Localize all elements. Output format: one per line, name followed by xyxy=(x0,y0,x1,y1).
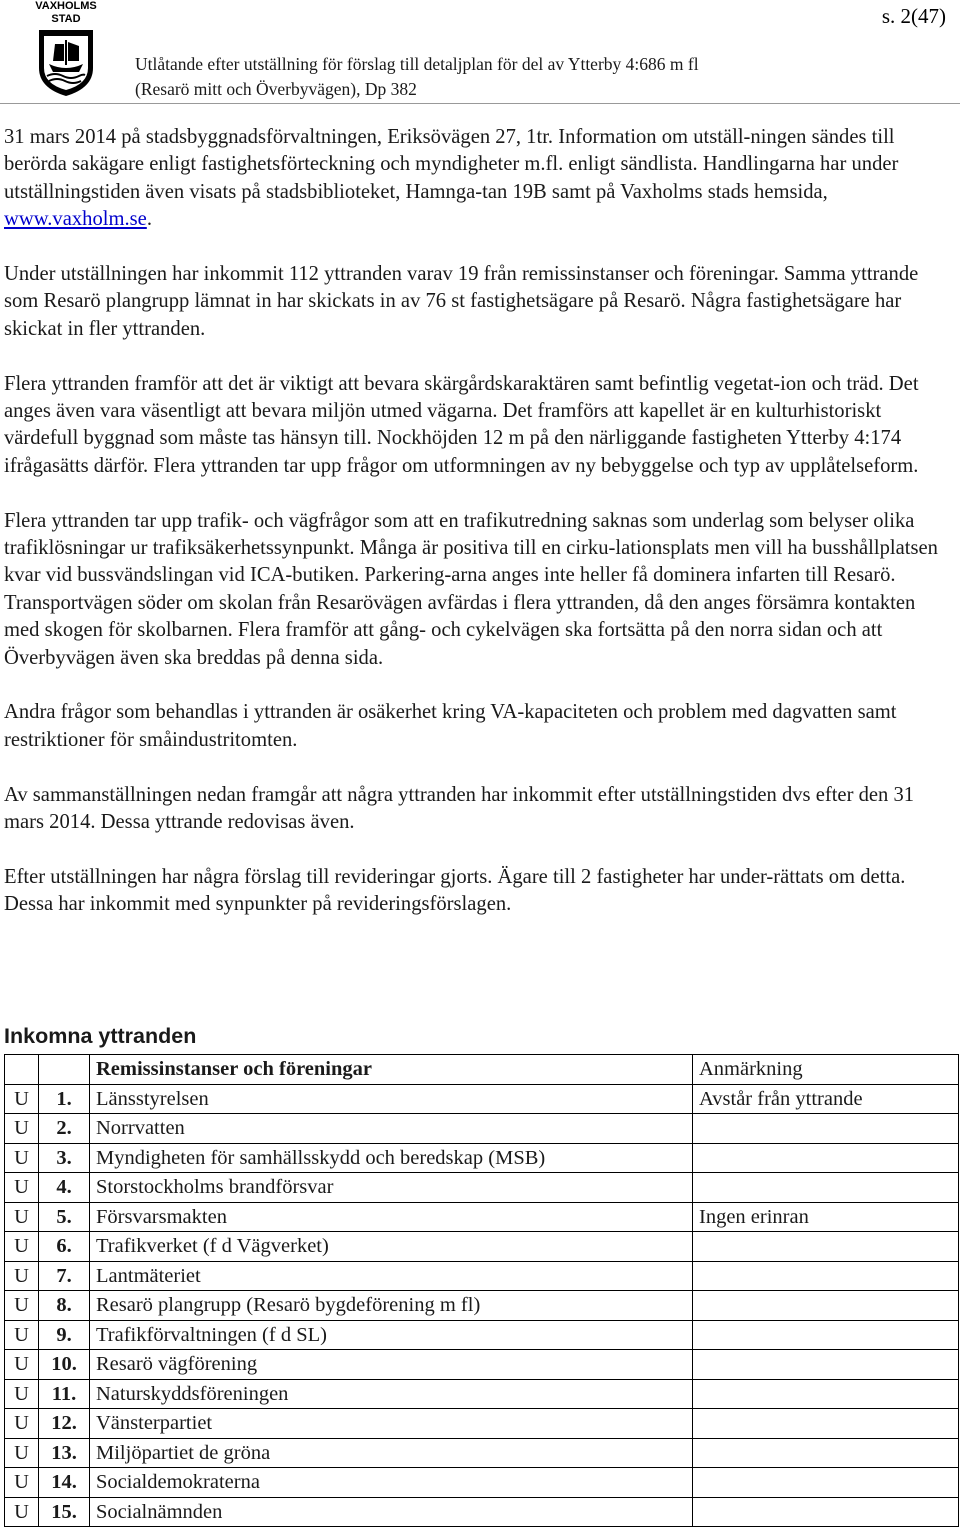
title-line-1: Utlåtande efter utställning för förslag till detaljplan för del av Ytterby 4:686 m fl xyxy=(135,54,699,74)
paragraph-5: Andra frågor som behandlas i yttranden är osäkerhet kring VA-kapaciteten och problem med dagvatten samt restriktioner för småindustritomten. xyxy=(4,701,897,751)
table-row xyxy=(5,1497,959,1527)
website-link[interactable]: www.vaxholm.se xyxy=(4,208,147,231)
cell-note xyxy=(693,1114,959,1144)
cell-number: 14. xyxy=(39,1468,90,1498)
paragraph-2: Under utställningen har inkommit 112 yttranden varav 19 från remissinstanser och föreningar. Samma yttrande som Resarö plangrupp lämnat in har skickats in av 76 st fastighetsägare på Resarö. Några fastighetsägare har skickat in fler yttranden. xyxy=(4,263,919,340)
cell-note xyxy=(693,1438,959,1468)
cell-number: 8. xyxy=(39,1291,90,1321)
logo xyxy=(26,0,106,96)
cell-name: Naturskyddsföreningen xyxy=(90,1379,693,1409)
responses-table xyxy=(4,1054,959,1527)
header-cell-note: Anmärkning xyxy=(693,1055,959,1085)
table-row xyxy=(5,1468,959,1498)
cell-name: Vänsterpartiet xyxy=(90,1409,693,1439)
cell-note: Avstår från yttrande xyxy=(693,1084,959,1114)
cell-note xyxy=(693,1232,959,1262)
table-row xyxy=(5,1261,959,1291)
table-row xyxy=(5,1438,959,1468)
cell-note xyxy=(693,1379,959,1409)
cell-number: 10. xyxy=(39,1350,90,1380)
table-header-row xyxy=(5,1055,959,1085)
table-row xyxy=(5,1084,959,1114)
paragraph-1-text: 31 mars 2014 på stadsbyggnadsförvaltningen, Eriksövägen 27, 1tr. Information om utställ-ningen sändes till berörda sakägare enligt fastighetsförteckning och myndigheter m.fl. enligt sändlista. Handlingarna har under utställningstiden även visats på stadsbiblioteket, Hamnga-tan 19B samt på Vaxholms stads hemsida, xyxy=(4,126,899,203)
cell-type: U xyxy=(5,1468,39,1498)
paragraph-1 xyxy=(4,124,939,234)
header-divider xyxy=(0,103,960,104)
table-row xyxy=(5,1320,959,1350)
cell-type: U xyxy=(5,1143,39,1173)
table-row xyxy=(5,1409,959,1439)
paragraph-4: Flera yttranden tar upp trafik- och vägfrågor som att en trafikutredning saknas som underlag som belyser olika trafiklösningar ur trafiksäkerhetssynpunkt. Många är positiva till en cirku-lationsplats men vill ha busshållplatsen kvar vid bussvändslingan vid ICA-butiken. Parkering-arna anges inte heller få dominera infarten till Resarö. Transportvägen söder om skolan från Resarövägen avfärdas i flera yttranden, då den anges försämra kontakten med skogen för skolbarnen. Flera framför att gång- och cykelvägen ska fortsätta på den norra sidan och att Överbyvägen även ska breddas på denna sida. xyxy=(4,509,938,669)
cell-name: Myndigheten för samhällsskydd och beredskap (MSB) xyxy=(90,1143,693,1173)
section-heading: Inkomna yttranden xyxy=(4,1024,197,1048)
cell-type: U xyxy=(5,1497,39,1527)
table-row xyxy=(5,1202,959,1232)
table-row xyxy=(5,1232,959,1262)
cell-note xyxy=(693,1173,959,1203)
cell-type: U xyxy=(5,1291,39,1321)
cell-type: U xyxy=(5,1379,39,1409)
cell-note xyxy=(693,1143,959,1173)
cell-name: Trafikförvaltningen (f d SL) xyxy=(90,1320,693,1350)
cell-number: 12. xyxy=(39,1409,90,1439)
cell-type: U xyxy=(5,1232,39,1262)
table-row xyxy=(5,1114,959,1144)
cell-number: 7. xyxy=(39,1261,90,1291)
cell-name: Trafikverket (f d Vägverket) xyxy=(90,1232,693,1262)
cell-type: U xyxy=(5,1114,39,1144)
cell-type: U xyxy=(5,1084,39,1114)
cell-number: 15. xyxy=(39,1497,90,1527)
table-row xyxy=(5,1173,959,1203)
cell-note xyxy=(693,1468,959,1498)
cell-type: U xyxy=(5,1202,39,1232)
header-cell-type xyxy=(5,1055,39,1085)
cell-note xyxy=(693,1320,959,1350)
cell-name: Socialdemokraterna xyxy=(90,1468,693,1498)
table-row xyxy=(5,1143,959,1173)
cell-name: Socialnämnden xyxy=(90,1497,693,1527)
cell-number: 13. xyxy=(39,1438,90,1468)
cell-number: 1. xyxy=(39,1084,90,1114)
cell-note xyxy=(693,1261,959,1291)
cell-type: U xyxy=(5,1261,39,1291)
cell-type: U xyxy=(5,1173,39,1203)
title-line-2: (Resarö mitt och Överbyvägen), Dp 382 xyxy=(135,79,417,99)
page-number: s. 2(47) xyxy=(881,4,946,28)
cell-number: 5. xyxy=(39,1202,90,1232)
cell-name: Miljöpartiet de gröna xyxy=(90,1438,693,1468)
table-row xyxy=(5,1350,959,1380)
table-row xyxy=(5,1291,959,1321)
coat-of-arms-icon xyxy=(35,28,97,98)
header-cell-number xyxy=(39,1055,90,1085)
cell-number: 11. xyxy=(39,1379,90,1409)
cell-number: 9. xyxy=(39,1320,90,1350)
cell-name: Länsstyrelsen xyxy=(90,1084,693,1114)
cell-note xyxy=(693,1497,959,1527)
cell-type: U xyxy=(5,1409,39,1439)
cell-name: Lantmäteriet xyxy=(90,1261,693,1291)
cell-type: U xyxy=(5,1438,39,1468)
cell-number: 2. xyxy=(39,1114,90,1144)
cell-number: 6. xyxy=(39,1232,90,1262)
paragraph-7: Efter utställningen har några förslag till revideringar gjorts. Ägare till 2 fastigheter har under-rättats om detta. Dessa har inkommit med synpunkter på revideringsförslagen. xyxy=(4,865,906,916)
paragraph-6: Av sammanställningen nedan framgår att några yttranden har inkommit efter utställningstiden dvs efter den 31 mars 2014. Dessa yttrande redovisas även. xyxy=(4,783,915,834)
cell-note xyxy=(693,1409,959,1439)
cell-note xyxy=(693,1291,959,1321)
body-text xyxy=(4,124,939,946)
cell-note xyxy=(693,1350,959,1380)
header-cell-name: Remissinstanser och föreningar xyxy=(90,1055,693,1085)
cell-type: U xyxy=(5,1320,39,1350)
cell-name: Resarö plangrupp (Resarö bygdeförening m fl) xyxy=(90,1291,693,1321)
paragraph-1-end: . xyxy=(146,208,152,231)
cell-type: U xyxy=(5,1350,39,1380)
cell-note: Ingen erinran xyxy=(693,1202,959,1232)
cell-name: Försvarsmakten xyxy=(90,1202,693,1232)
cell-name: Norrvatten xyxy=(90,1114,693,1144)
table-row xyxy=(5,1379,959,1409)
cell-name: Resarö vägförening xyxy=(90,1350,693,1380)
logo-text: VAXHOLMS STAD xyxy=(35,0,97,25)
cell-number: 4. xyxy=(39,1173,90,1203)
cell-number: 3. xyxy=(39,1143,90,1173)
cell-name: Storstockholms brandförsvar xyxy=(90,1173,693,1203)
paragraph-3: Flera yttranden framför att det är viktigt att bevara skärgårdskaraktären samt befintlig vegetat-ion och träd. Det anges även vara väsentligt att bevara miljön utmed vägarna. Det framförs att kapellet är en kulturhistoriskt värdefull byggnad som måste tas hänsyn till. Nockhöjden 12 m på den närliggande fastigheten Ytterby 4:174 ifrågasätts därför. Flera yttranden tar upp frågor om utformningen av ny bebyggelse och typ av upplåtelseform. xyxy=(4,372,919,477)
document-title xyxy=(135,52,699,102)
